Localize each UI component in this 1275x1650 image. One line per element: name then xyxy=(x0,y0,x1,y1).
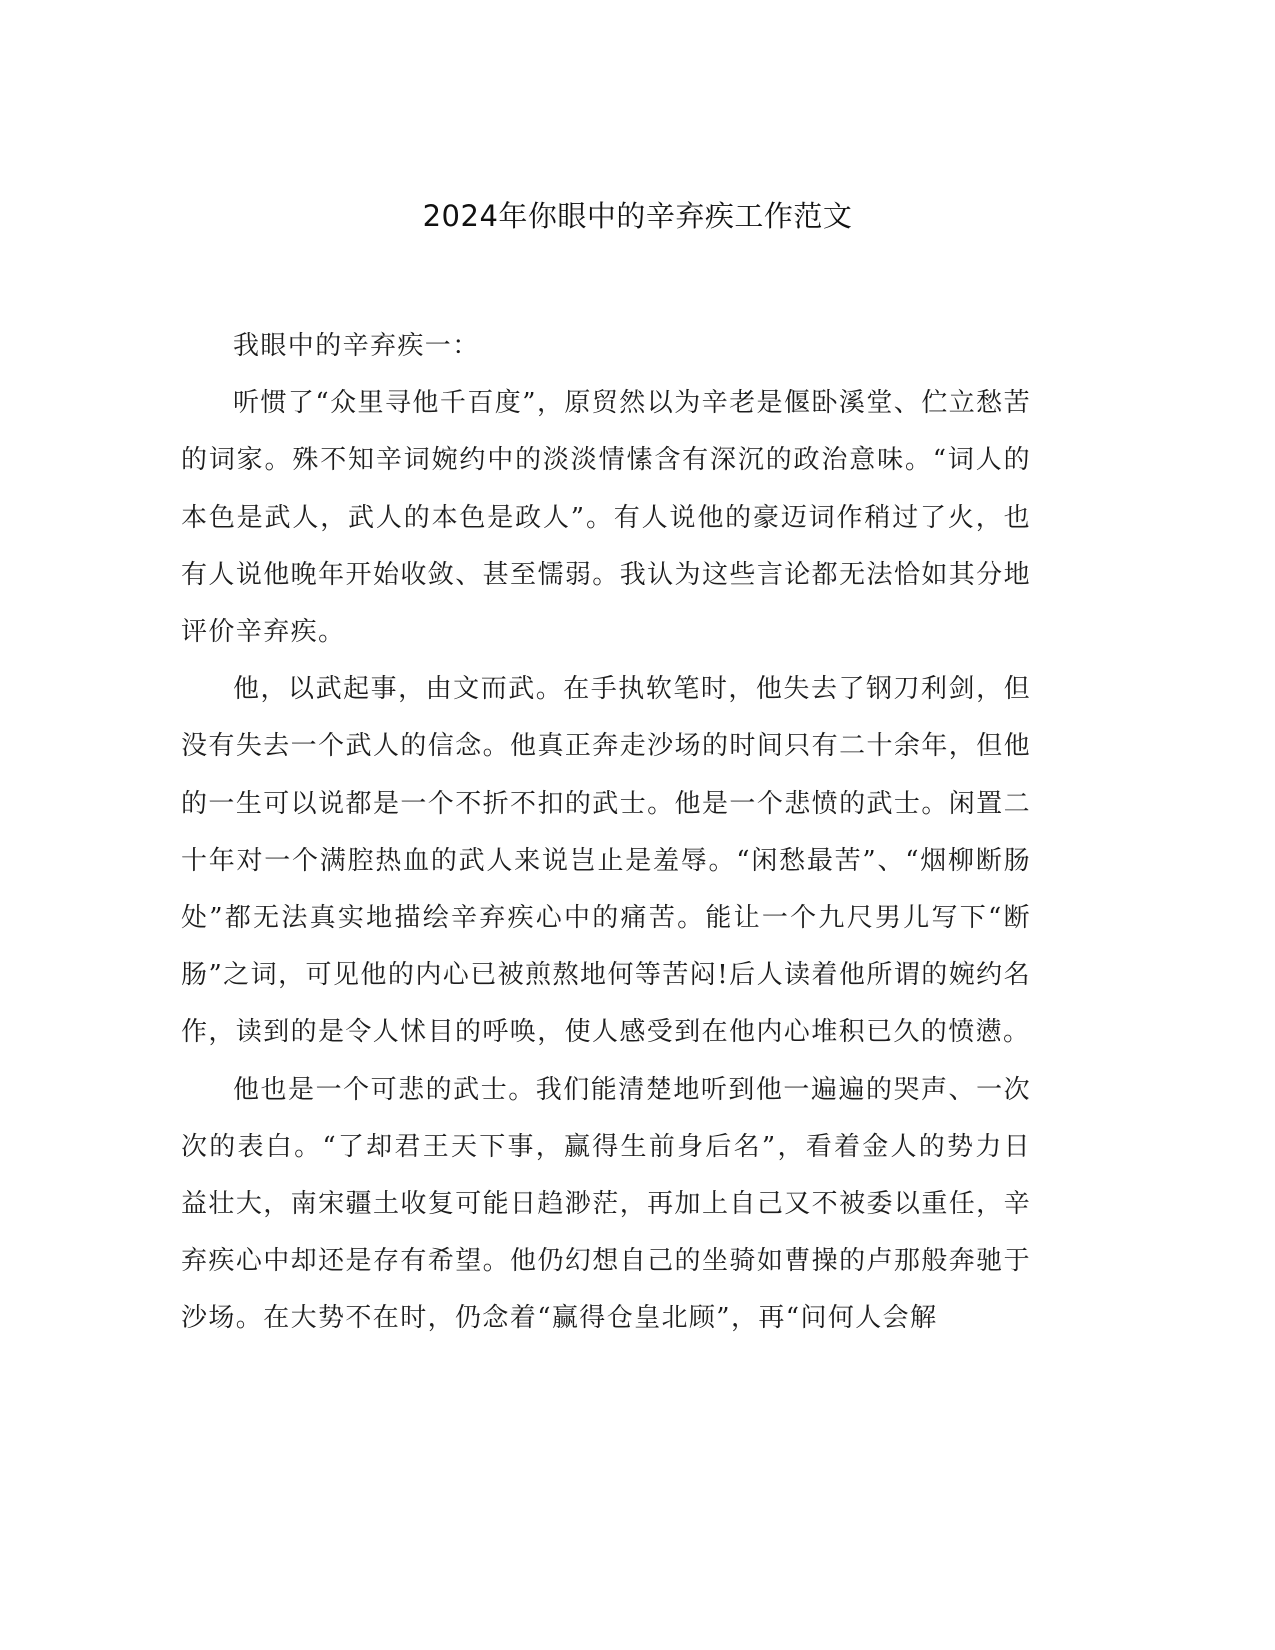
document-title: 2024年你眼中的辛弃疾工作范文 xyxy=(422,199,853,233)
paragraph: 他也是一个可悲的武士。我们能清楚地听到他一遍遍的哭声、一次次的表白。“了却君王天下事，赢得生前身后名”，看着金人的势力日益壮大，南宋疆土收复可能日趋渺茫，再加上自己又不被委以重任，辛弃疾心中却还是存有希望。他仍幻想自己的坐骑如曹操的卢那般奔驰于沙场。在大势不在时，仍念着“赢得仓皇北顾”，再“问何人会解 xyxy=(181,1074,1031,1334)
paragraph-heading: 我眼中的辛弃疾一： xyxy=(233,331,480,361)
paragraph: 他，以武起事，由文而武。在手执软笔时，他失去了钢刀利剑，但没有失去一个武人的信念。他真正奔走沙场的时间只有二十余年，但他的一生可以说都是一个不折不扣的武士。他是一个悲愤的武士。闲置二十年对一个满腔热血的武人来说岂止是羞辱。“闲愁最苦”、“烟柳断肠处”都无法真实地描绘辛弃疾心中的痛苦。能让一个九尺男儿写下“断肠”之词，可见他的内心已被煎熬地何等苦闷!后人读着他所谓的婉约名作，读到的是令人怵目的呼唤，使人感受到在他内心堆积已久的愤懑。 xyxy=(181,674,1031,1048)
document-body xyxy=(181,318,1031,1348)
paragraph: 听惯了“众里寻他千百度”，原贸然以为辛老是偃卧溪堂、伫立愁苦的词家。殊不知辛词婉约中的淡淡情愫含有深沉的政治意味。“词人的本色是武人，武人的本色是政人”。有人说他的豪迈词作稍过了火，也有人说他晚年开始收敛、甚至懦弱。我认为这些言论都无法恰如其分地评价辛弃疾。 xyxy=(181,388,1031,648)
